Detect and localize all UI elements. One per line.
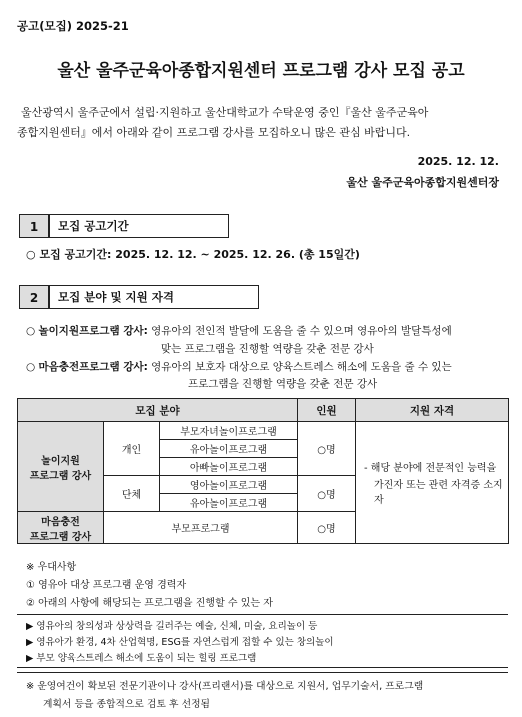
preference-title: ※ 우대사항: [26, 562, 77, 573]
mind-program-label: [18, 512, 104, 544]
item-play-label: 놀이지원프로그램 강사: [38, 325, 144, 337]
count-cell: ○명: [298, 422, 356, 476]
section-1-title: 모집 공고기간: [49, 214, 229, 238]
count-cell: ○명: [298, 476, 356, 512]
table-header-field: 모집 분야: [18, 399, 298, 422]
bullet-circle-icon: ○: [26, 361, 36, 373]
group-label: 단체: [104, 476, 160, 512]
intro-line-1: 울산광역시 울주군에서 설립·지원하고 울산대학교가 수탁운영 중인『울산 울주군육아: [21, 106, 429, 119]
program-cell: 유아놀이프로그램: [160, 494, 298, 512]
count-cell: ○명: [298, 512, 356, 544]
issuer: 울산 울주군육아종합지원센터장: [346, 176, 499, 189]
section-2-title: 모집 분야 및 지원 자격: [49, 285, 259, 309]
table-row: [18, 422, 509, 440]
mind-label-2: 프로그램 강사: [29, 531, 92, 543]
page-title: 울산 울주군육아종합지원센터 프로그램 강사 모집 공고: [57, 61, 465, 81]
qualification-cell: [356, 422, 509, 544]
table-header-row: [18, 399, 509, 422]
item-mind-label: 마음충전프로그램 강사: [38, 361, 144, 373]
section-1-number: 1: [19, 214, 49, 238]
item-mind-line1: [26, 359, 452, 374]
item-play-desc-1: 영유아의 전인적 발달에 도움을 줄 수 있으며 영유아의 발달특성에: [151, 325, 452, 337]
program-cell: 부모자녀놀이프로그램: [160, 422, 298, 440]
qualification-line-2: 가진자 또는 관련 자격증 소지자: [374, 480, 503, 506]
footer-note-line-1: ※ 운영여건이 확보된 전문기관이나 강사(프리랜서)를 대상으로 지원서, 업무기술서, 프로그램: [26, 681, 424, 692]
footer-note-line-2: 계획서 등을 종합적으로 검토 후 선정됨: [43, 699, 210, 710]
bullet-circle-icon: ○: [26, 325, 36, 337]
item-play-desc-2: 맞는 프로그램을 진행할 역량을 갖춘 전문 강사: [161, 343, 374, 355]
play-program-label: [18, 422, 104, 512]
item-play-line1: [26, 323, 452, 338]
notice-date: 2025. 12. 12.: [417, 155, 499, 168]
section-1-period-line: [26, 246, 360, 262]
preference-item: ① 영유아 대상 프로그램 운영 경력자: [26, 580, 187, 591]
intro-line-2: 종합지원센터』에서 아래와 같이 프로그램 강사를 모집하오니 많은 관심 바랍니다.: [17, 126, 411, 139]
program-cell: 아빠놀이프로그램: [160, 458, 298, 476]
table-header-count: 인원: [298, 399, 356, 422]
item-mind-desc-2: 프로그램을 진행할 역량을 갖춘 전문 강사: [188, 378, 378, 390]
qualification-line-1: - 해당 분야에 전문적인 능력을: [364, 463, 497, 474]
recruitment-table: [17, 398, 509, 544]
colon: :: [143, 361, 148, 373]
individual-label: 개인: [104, 422, 160, 476]
play-label-1: 놀이지원: [41, 455, 80, 467]
program-cell: 유아놀이프로그램: [160, 440, 298, 458]
recruitment-period: 모집 공고기간: 2025. 12. 12. ~ 2025. 12. 26. (총 15일간): [39, 248, 360, 261]
colon: :: [143, 325, 148, 337]
section-2-number: 2: [19, 285, 49, 309]
notice-number: 공고(모집) 2025-21: [17, 19, 129, 33]
item-mind-desc-1: 영유아의 보호자 대상으로 양육스트레스 해소에 도움을 줄 수 있는: [151, 361, 452, 373]
arrow-item: ▶ 영유아의 창의성과 상상력을 길러주는 예술, 신체, 미술, 요리놀이 등: [26, 621, 318, 632]
play-label-2: 프로그램 강사: [29, 470, 92, 482]
program-cell: 영아놀이프로그램: [160, 476, 298, 494]
bullet-circle-icon: ○: [26, 248, 36, 261]
table-header-qualification: 지원 자격: [356, 399, 509, 422]
arrow-item: ▶ 부모 양육스트레스 해소에 도움이 되는 힐링 프로그램: [26, 653, 257, 664]
preference-item: ② 아래의 사항에 해당되는 프로그램을 진행할 수 있는 자: [26, 598, 273, 609]
program-cell: 부모프로그램: [104, 512, 298, 544]
mind-label-1: 마음충전: [41, 516, 80, 528]
arrow-item: ▶ 영유아가 환경, 4차 산업혁명, ESG를 자연스럽게 접할 수 있는 창의놀이: [26, 637, 334, 648]
divider: [17, 672, 508, 673]
